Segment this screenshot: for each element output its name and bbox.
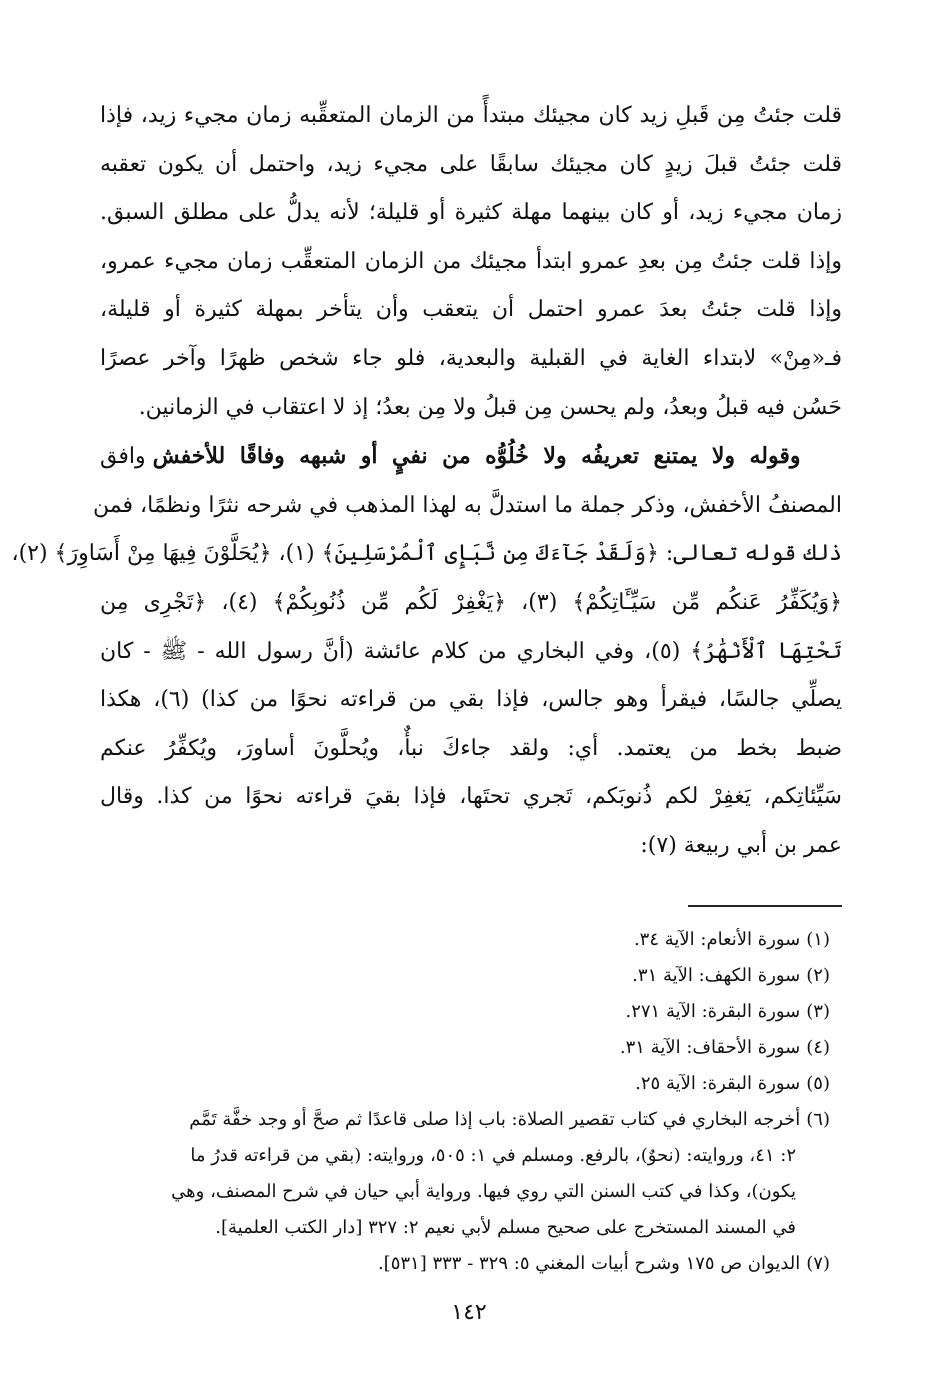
footnote (100, 922, 830, 958)
footnote-number: (٧) (806, 1253, 830, 1274)
footnote-number: (١) (806, 929, 830, 950)
footnote-number: (٣) (806, 1001, 830, 1022)
footnote (100, 1030, 830, 1066)
footnote (100, 1102, 830, 1138)
text-line: قلت جئتُ قبلَ زيدٍ كان مجيئك سابقًا على مجيء زيد، واحتمل أن يكون تعقبه (100, 151, 842, 177)
text-line: ذلك قوله تعالى: ﴿وَلَقَدْ جَآءَكَ مِن نَّبَإِى ٱلْمُرْسَلِينَ﴾ (١)، ﴿يُحَلَّوْنَ فِيهَا مِنْ أَسَاوِرَ﴾ (٢)، (11, 541, 842, 567)
footnote-number: (٤) (806, 1037, 830, 1058)
text-line: وإذا قلت جئتُ مِن بعدِ عمرو ابتدأ مجيئك من الزمان المتعقِّب زمان مجيء عمرو، (100, 248, 842, 274)
footnote-continuation (100, 1210, 830, 1246)
footnote-text: يكون)، وكذا في كتب السنن التي روي فيها. ورواية أبي حيان في شرح المصنف، وهي (171, 1181, 796, 1202)
text-line: تَحْتِهَا ٱلْأَنْهَٰرُ﴾ (٥)، وفي البخاري من كلام عائشة (أنَّ رسول الله - ﷺ - كان (100, 638, 842, 664)
text-line: ضبط بخط من يعتمد. أي: ولقد جاءكَ نبأٌ، ويُحلَّونَ أساورَ، ويُكفِّرُ عنكم (100, 735, 842, 761)
text-line: يصلِّي جالسًا، فيقرأ وهو جالس، فإذا بقي من قراءته نحوًا من كذا) (٦)، هكذا (100, 687, 842, 713)
footnote (100, 1066, 830, 1102)
footnote-text: سورة الأحقاف: الآية ٣١. (619, 1037, 801, 1058)
footnote-text: ٢: ٤١، وروايته: (نحوٌ)، بالرفع. ومسلم في ١: ٥٠٥، وروايته: (بقي من قراءته قدرُ ما (190, 1145, 796, 1166)
bold-matn-text: وقوله ولا يمتنع تعريفُه ولا خُلُوُّه من نفيٍ أو شبهه وفاقًا للأخفش (152, 443, 801, 470)
footnote-number: (٥) (806, 1073, 830, 1094)
footnote-text: سورة الأنعام: الآية ٣٤. (633, 929, 801, 950)
text-line (100, 432, 842, 482)
footnote-number: (٢) (806, 965, 830, 986)
footnote-text: سورة البقرة: الآية ٢٥. (635, 1073, 801, 1094)
text-line: قلت جئتُ مِن قَبلِ زيد كان مجيئك مبتدأً من الزمان المتعقِّبه زمان مجيء زيد، فإذا (100, 103, 842, 128)
footnote-text: في المسند المستخرج على صحيح مسلم لأبي نعيم ٢: ٣٢٧ [دار الكتب العلمية]. (215, 1217, 796, 1238)
text-fragment: وافق (100, 444, 153, 470)
footnote-continuation (100, 1174, 830, 1210)
footnotes (100, 922, 830, 1282)
footnote-text: سورة البقرة: الآية ٢٧١. (625, 1001, 801, 1022)
paragraph-1 (100, 92, 842, 432)
page-number: ١٤٢ (451, 1300, 487, 1325)
footnote-text: الديوان ص ١٧٥ وشرح أبيات المغني ٥: ٣٢٩ - ٣٣٣ [٥٣١]. (377, 1253, 801, 1274)
text-line: زمان مجيء زيد، أو كان بينهما مهلة كثيرة أو قليلة؛ لأنه يدلُّ على مطلق السبق. (100, 200, 842, 226)
paragraph-2 (11, 432, 842, 870)
text-line: المصنفُ الأخفش، وذكر جملة ما استدلَّ به لهذا المذهب في شرحه نثرًا ونظمًا، فمن (93, 492, 842, 518)
footnote-divider (688, 905, 842, 907)
footnote (100, 1246, 830, 1282)
footnote (100, 958, 830, 994)
footnote-text: سورة الكهف: الآية ٣١. (632, 965, 801, 986)
main-text (11, 92, 842, 871)
text-line: وإذا قلت جئتُ بعدَ عمرو احتمل أن يتعقب وأن يتأخر بمهلة كثيرة أو قليلة، (100, 297, 842, 323)
footnote-text: أخرجه البخاري في كتاب تقصير الصلاة: باب إذا صلى قاعدًا ثم صحَّ أو وجد خفَّة تَمَّم (189, 1109, 801, 1130)
text-line: ﴿وَيُكَفِّرُ عَنكُم مِّن سَيِّـَٔاتِكُمْ﴾ (٣)، ﴿يَغْفِرْ لَكُم مِّن ذُنُوبِكُمْ﴾ (٤)، ﴿تَجْرِى مِن (100, 589, 842, 615)
footnote-number: (٦) (806, 1109, 830, 1130)
text-line: سَيِّئاتِكم، يَغفِرْ لكم ذُنوبَكم، تَجري تحتَها، فإذا بقيَ قراءته نحوًا من كذا. وقال (100, 784, 842, 810)
text-line: عمر بن أبي ربيعة (٧): (640, 832, 842, 858)
text-line: حَسُن فيه قبلُ وبعدُ، ولم يحسن مِن قبلُ ولا مِن بعدُ؛ إذ لا اعتقاب في الزمانين. (138, 394, 842, 420)
footnote-continuation (100, 1138, 830, 1174)
text-line: فـ«مِنْ» لابتداء الغاية في القبلية والبعدية، فلو جاء شخص ظهرًا وآخر عصرًا (100, 345, 842, 371)
footnote (100, 994, 830, 1030)
